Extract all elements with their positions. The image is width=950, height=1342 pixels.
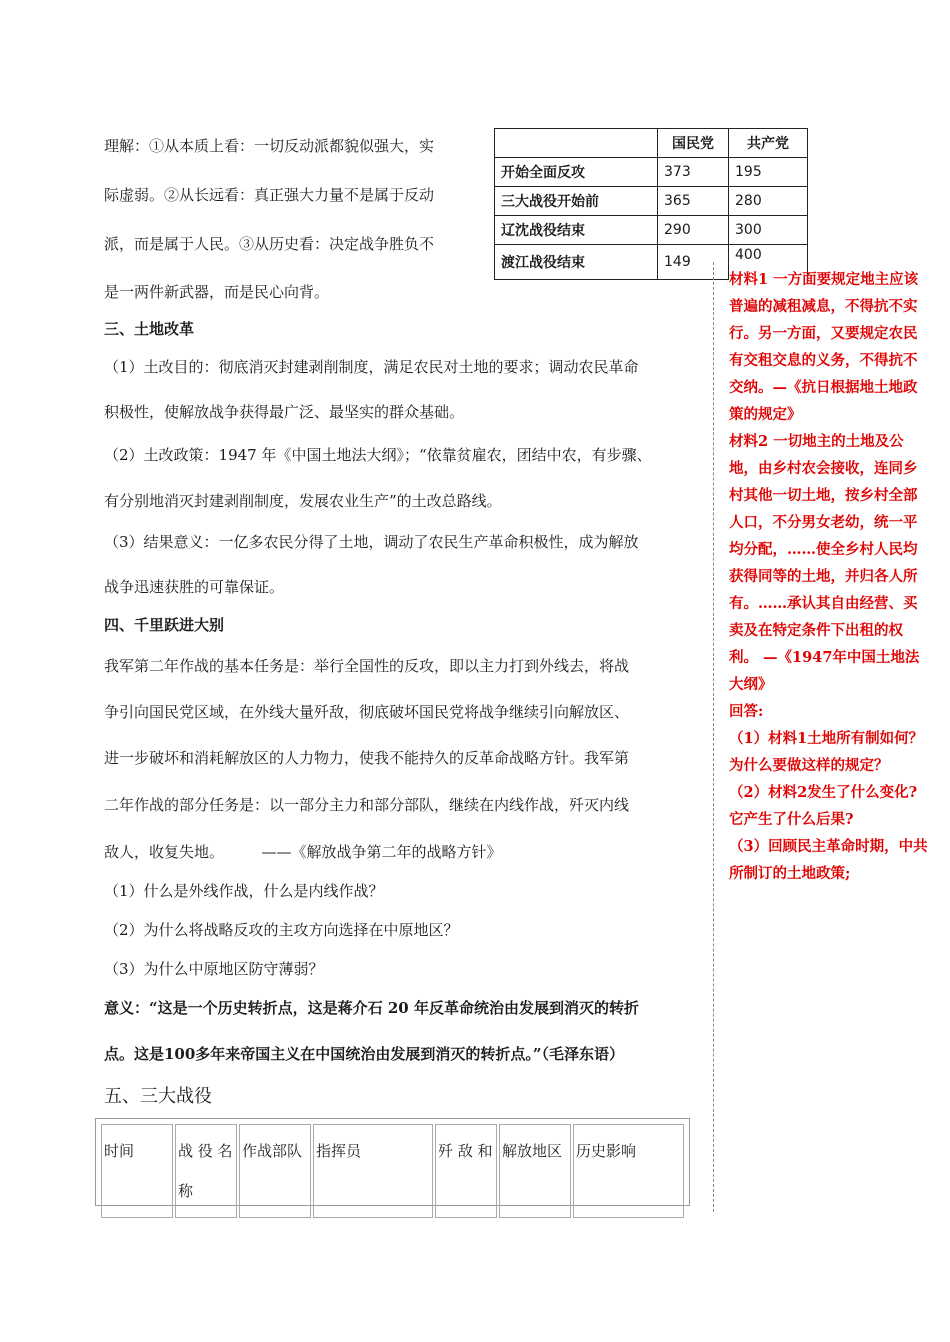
kmt-value: 365 xyxy=(658,187,729,216)
col-battle-name: 战 役 名称 xyxy=(175,1124,237,1218)
section3-line: （3）结果意义：一亿多农民分得了土地，调动了农民生产革命积极性，成为解放 xyxy=(104,533,639,551)
understanding-line: 理解：①从本质上看：一切反动派都貌似强大，实 xyxy=(104,137,435,155)
battle-table xyxy=(99,1122,686,1220)
section4-line: 争引向国民党区域，在外线大量歼敌，彻底破坏国民党将战争继续引向解放区、 xyxy=(104,703,630,721)
material-question: （1）材料1土地所有制如何？为什么要做这样的规定？ xyxy=(729,730,924,774)
col-troops: 作战部队 xyxy=(239,1124,311,1218)
material-question: （3）回顾民主革命时期，中共所制订的土地政策; xyxy=(729,838,928,882)
ccp-header: 共产党 xyxy=(729,129,808,158)
section3-title: 三、土地改革 xyxy=(104,320,195,338)
table-row xyxy=(495,158,808,187)
question-line: （2）为什么将战略反攻的主攻方向选择在中原地区？ xyxy=(104,921,459,939)
significance-line: 意义：“这是一个历史转折点，这是蒋介石 20 年反革命统治由发展到消灭的转折 xyxy=(104,999,639,1017)
section4-line: 敌人，收复失地。 ——《解放战争第二年的战略方针》 xyxy=(104,843,502,861)
section4-line: 进一步破坏和消耗解放区的人力物力，使我不能持久的反革命战略方针。我军第 xyxy=(104,749,630,767)
kmt-value: 373 xyxy=(658,158,729,187)
section4-title: 四、千里跃进大别 xyxy=(104,616,225,634)
col-historical-impact: 历史影响 xyxy=(573,1124,684,1218)
section3-line: 积极性，使解放战争获得最广泛、最坚实的群众基础。 xyxy=(104,403,465,421)
section3-line: （1）土改目的：彻底消灭封建剥削制度，满足农民对土地的要求；调动农民革命 xyxy=(104,358,639,376)
section3-line: 战争迅速获胜的可靠保证。 xyxy=(104,578,285,596)
question-line: （1）什么是外线作战，什么是内线作战？ xyxy=(104,882,384,900)
ccp-value: 195 xyxy=(729,158,808,187)
table-header-row xyxy=(495,129,808,158)
strength-table xyxy=(494,128,808,280)
battle-header-row xyxy=(101,1124,684,1218)
row-label: 三大战役开始前 xyxy=(495,187,658,216)
table-row xyxy=(495,187,808,216)
material-box xyxy=(729,266,929,887)
col-enemy-annihilated: 歼 敌 和 xyxy=(435,1124,497,1218)
row-label: 渡江战役结束 xyxy=(495,245,658,280)
question-line: （3）为什么中原地区防守薄弱？ xyxy=(104,960,324,978)
answer-label: 回答: xyxy=(729,703,764,720)
col-time: 时间 xyxy=(101,1124,173,1218)
section4-line: 二年作战的部分任务是：以一部分主力和部分部队，继续在内线作战，歼灭内线 xyxy=(104,796,630,814)
row-label: 辽沈战役结束 xyxy=(495,216,658,245)
table-row xyxy=(495,216,808,245)
kmt-header: 国民党 xyxy=(658,129,729,158)
kmt-value: 290 xyxy=(658,216,729,245)
table-corner-cell xyxy=(495,129,658,158)
row-label: 开始全面反攻 xyxy=(495,158,658,187)
col-commander: 指挥员 xyxy=(313,1124,433,1218)
ccp-value: 300 xyxy=(729,216,808,245)
material-1: 材料1 一方面要规定地主应该普遍的减租减息，不得抗不实行。另一方面，又要规定农民有交租交息的义务，不得抗不交纳。—《抗日根据地土地政策的规定》 xyxy=(729,271,919,423)
section5-title: 五、三大战役 xyxy=(104,1086,212,1107)
understanding-line: 派，而是属于人民。③从历史看：决定战争胜负不 xyxy=(104,235,435,253)
material-2: 材料2 一切地主的土地及公地，由乡村农会接收，连同乡村其他一切土地，按乡村全部人口，不分男女老幼，统一平均分配，……使全乡村人民均获得同等的土地，并归各人所有。……承认其自由经营、买卖及在特定条件下出租的权利。 —《1947年中国土地法大纲》 xyxy=(729,433,920,693)
section3-line: 有分别地消灭封建剥削制度，发展农业生产”的土改总路线。 xyxy=(104,492,502,510)
col-liberated-area: 解放地区 xyxy=(499,1124,571,1218)
kmt-value: 149 xyxy=(658,245,729,280)
section4-line: 我军第二年作战的基本任务是：举行全国性的反攻，即以主力打到外线去，将战 xyxy=(104,657,630,675)
ccp-value: 280 xyxy=(729,187,808,216)
section3-line: （2）土改政策：1947 年《中国土地法大纲》；“依靠贫雇农，团结中农，有步骤、 xyxy=(104,446,652,464)
understanding-line: 是一两件新武器，而是民心向背。 xyxy=(104,283,330,301)
column-divider xyxy=(713,262,714,1212)
significance-line: 点。这是100多年来帝国主义在中国统治由发展到消灭的转折点。”（毛泽东语） xyxy=(104,1045,624,1063)
material-question: （2）材料2发生了什么变化?它产生了什么后果? xyxy=(729,784,918,828)
ccp-value: 400 xyxy=(729,245,808,280)
battle-table-frame xyxy=(95,1118,690,1206)
understanding-line: 际虚弱。②从长远看：真正强大力量不是属于反动 xyxy=(104,186,435,204)
